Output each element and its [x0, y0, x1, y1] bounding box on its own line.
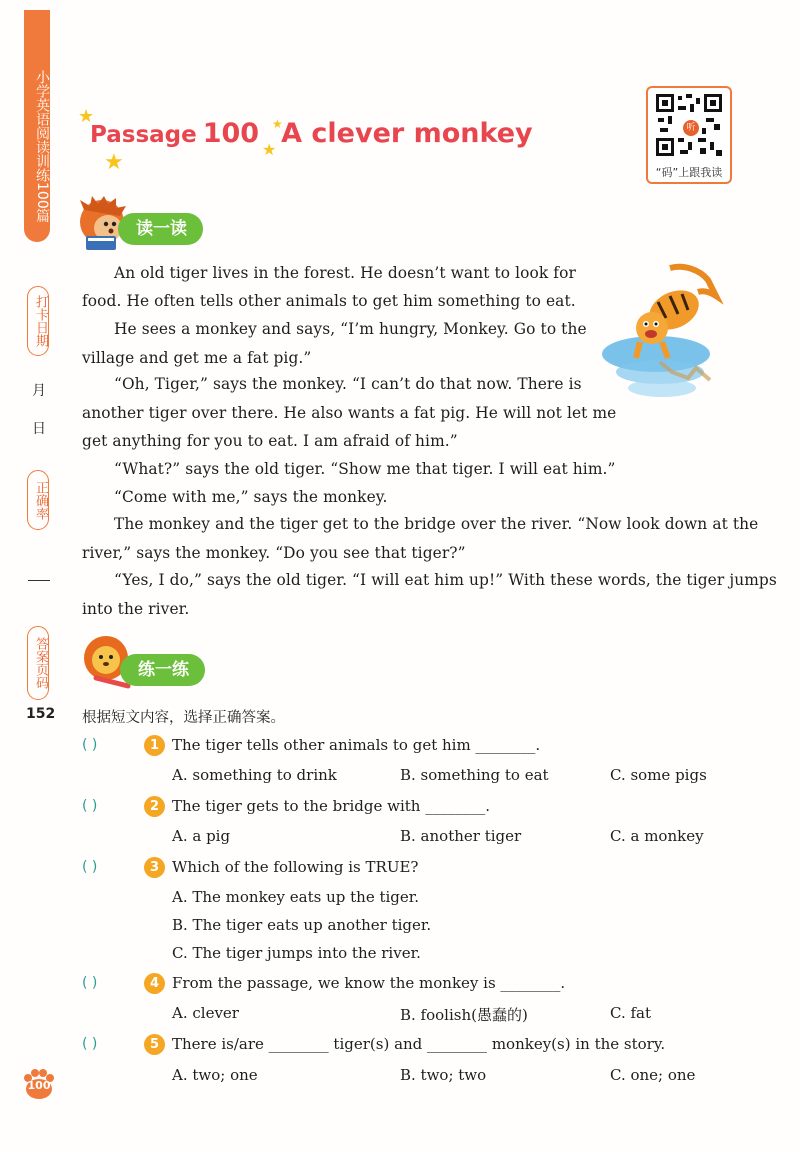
passage-line: river,” says the monkey. “Do you see that tiger?” [82, 544, 466, 562]
question-text: Which of the following is TRUE? [172, 858, 419, 876]
exercise-instruction: 根据短文内容，选择正确答案。 [82, 710, 285, 726]
passage-title [90, 118, 533, 149]
question-number: 4 [144, 973, 165, 994]
answer-blank[interactable]: ( ) [82, 859, 98, 875]
option-c[interactable]: C. The tiger jumps into the river. [172, 944, 421, 962]
check-in-label: 打卡日期 [27, 286, 49, 356]
option-a[interactable]: A. The monkey eats up the tiger. [172, 888, 420, 906]
question-number: 2 [144, 796, 165, 817]
passage-line: food. He often tells other animals to get him something to eat. [82, 292, 576, 310]
question-text: The tiger gets to the bridge with ________. [172, 797, 490, 815]
question-number: 5 [144, 1034, 165, 1055]
book-title-tab: 小学英语阅读训练100篇 [24, 10, 50, 242]
star-icon: ★ [262, 140, 277, 159]
question-text: There is/are ________ tiger(s) and ________ monkey(s) in the story. [172, 1035, 666, 1053]
passage-label: Passage [90, 122, 197, 148]
story-title: A clever monkey [281, 118, 533, 149]
star-icon: ★ [78, 106, 95, 127]
listen-badge: 听 [683, 120, 699, 136]
question-number: 3 [144, 857, 165, 878]
passage-line: village and get me a fat pig.” [82, 349, 312, 367]
option-b[interactable]: B. foolish(愚蠢的) [400, 1006, 528, 1024]
page-number: 100 [27, 1079, 51, 1092]
option-b[interactable]: B. The tiger eats up another tiger. [172, 916, 432, 934]
answer-blank[interactable]: ( ) [82, 1036, 98, 1052]
option-c[interactable]: C. a monkey [610, 827, 704, 845]
passage-line: “Oh, Tiger,” says the monkey. “I can’t do that now. There is [114, 375, 582, 393]
passage-line: another tiger over there. He also wants a fat pig. He will not let me [82, 404, 617, 422]
passage-number: 100 [202, 118, 260, 149]
question-text: The tiger tells other animals to get him ________. [172, 736, 541, 754]
passage-line: He sees a monkey and says, “I’m hungry, Monkey. Go to the [114, 320, 587, 338]
star-icon: ★ [104, 150, 124, 175]
question-number: 1 [144, 735, 165, 756]
star-icon: ★ [272, 117, 283, 131]
option-a[interactable]: A. something to drink [172, 766, 337, 784]
question-text: From the passage, we know the monkey is ________. [172, 974, 566, 992]
passage-line: get anything for you to eat. I am afraid of him.” [82, 432, 458, 450]
passage-line: The monkey and the tiger get to the bridge over the river. “Now look down at the [114, 515, 759, 533]
passage-line: into the river. [82, 600, 190, 618]
option-b[interactable]: B. something to eat [400, 766, 549, 784]
option-a[interactable]: A. two; one [172, 1066, 258, 1084]
month-label: 月 [32, 383, 46, 399]
answer-blank[interactable]: ( ) [82, 975, 98, 991]
passage-line: “Yes, I do,” says the old tiger. “I will eat him up!” With these words, the tiger jumps [114, 571, 777, 589]
answer-page-label: 答案页码 [27, 626, 49, 700]
passage-line: An old tiger lives in the forest. He doesn’t want to look for [114, 264, 576, 282]
option-b[interactable]: B. another tiger [400, 827, 522, 845]
answer-blank[interactable]: ( ) [82, 737, 98, 753]
option-c[interactable]: C. some pigs [610, 766, 707, 784]
option-c[interactable]: C. fat [610, 1004, 652, 1022]
answer-blank[interactable]: ( ) [82, 798, 98, 814]
option-a[interactable]: A. a pig [172, 827, 231, 845]
option-c[interactable]: C. one; one [610, 1066, 696, 1084]
option-a[interactable]: A. clever [172, 1004, 239, 1022]
accuracy-label: 正确率 [27, 470, 49, 530]
answer-page-number: 152 [26, 706, 56, 722]
section-practice-badge: 练一练 [120, 654, 205, 686]
passage-line: “Come with me,” says the monkey. [114, 488, 388, 506]
passage-line: “What?” says the old tiger. “Show me that tiger. I will eat him.” [114, 460, 616, 478]
qr-caption: “码”上跟我读 [655, 166, 723, 179]
tiger-jumping-illustration-icon [600, 262, 724, 412]
section-read-badge: 读一读 [118, 213, 203, 245]
day-label: 日 [32, 421, 46, 437]
option-b[interactable]: B. two; two [400, 1066, 487, 1084]
accuracy-blank [28, 580, 50, 581]
